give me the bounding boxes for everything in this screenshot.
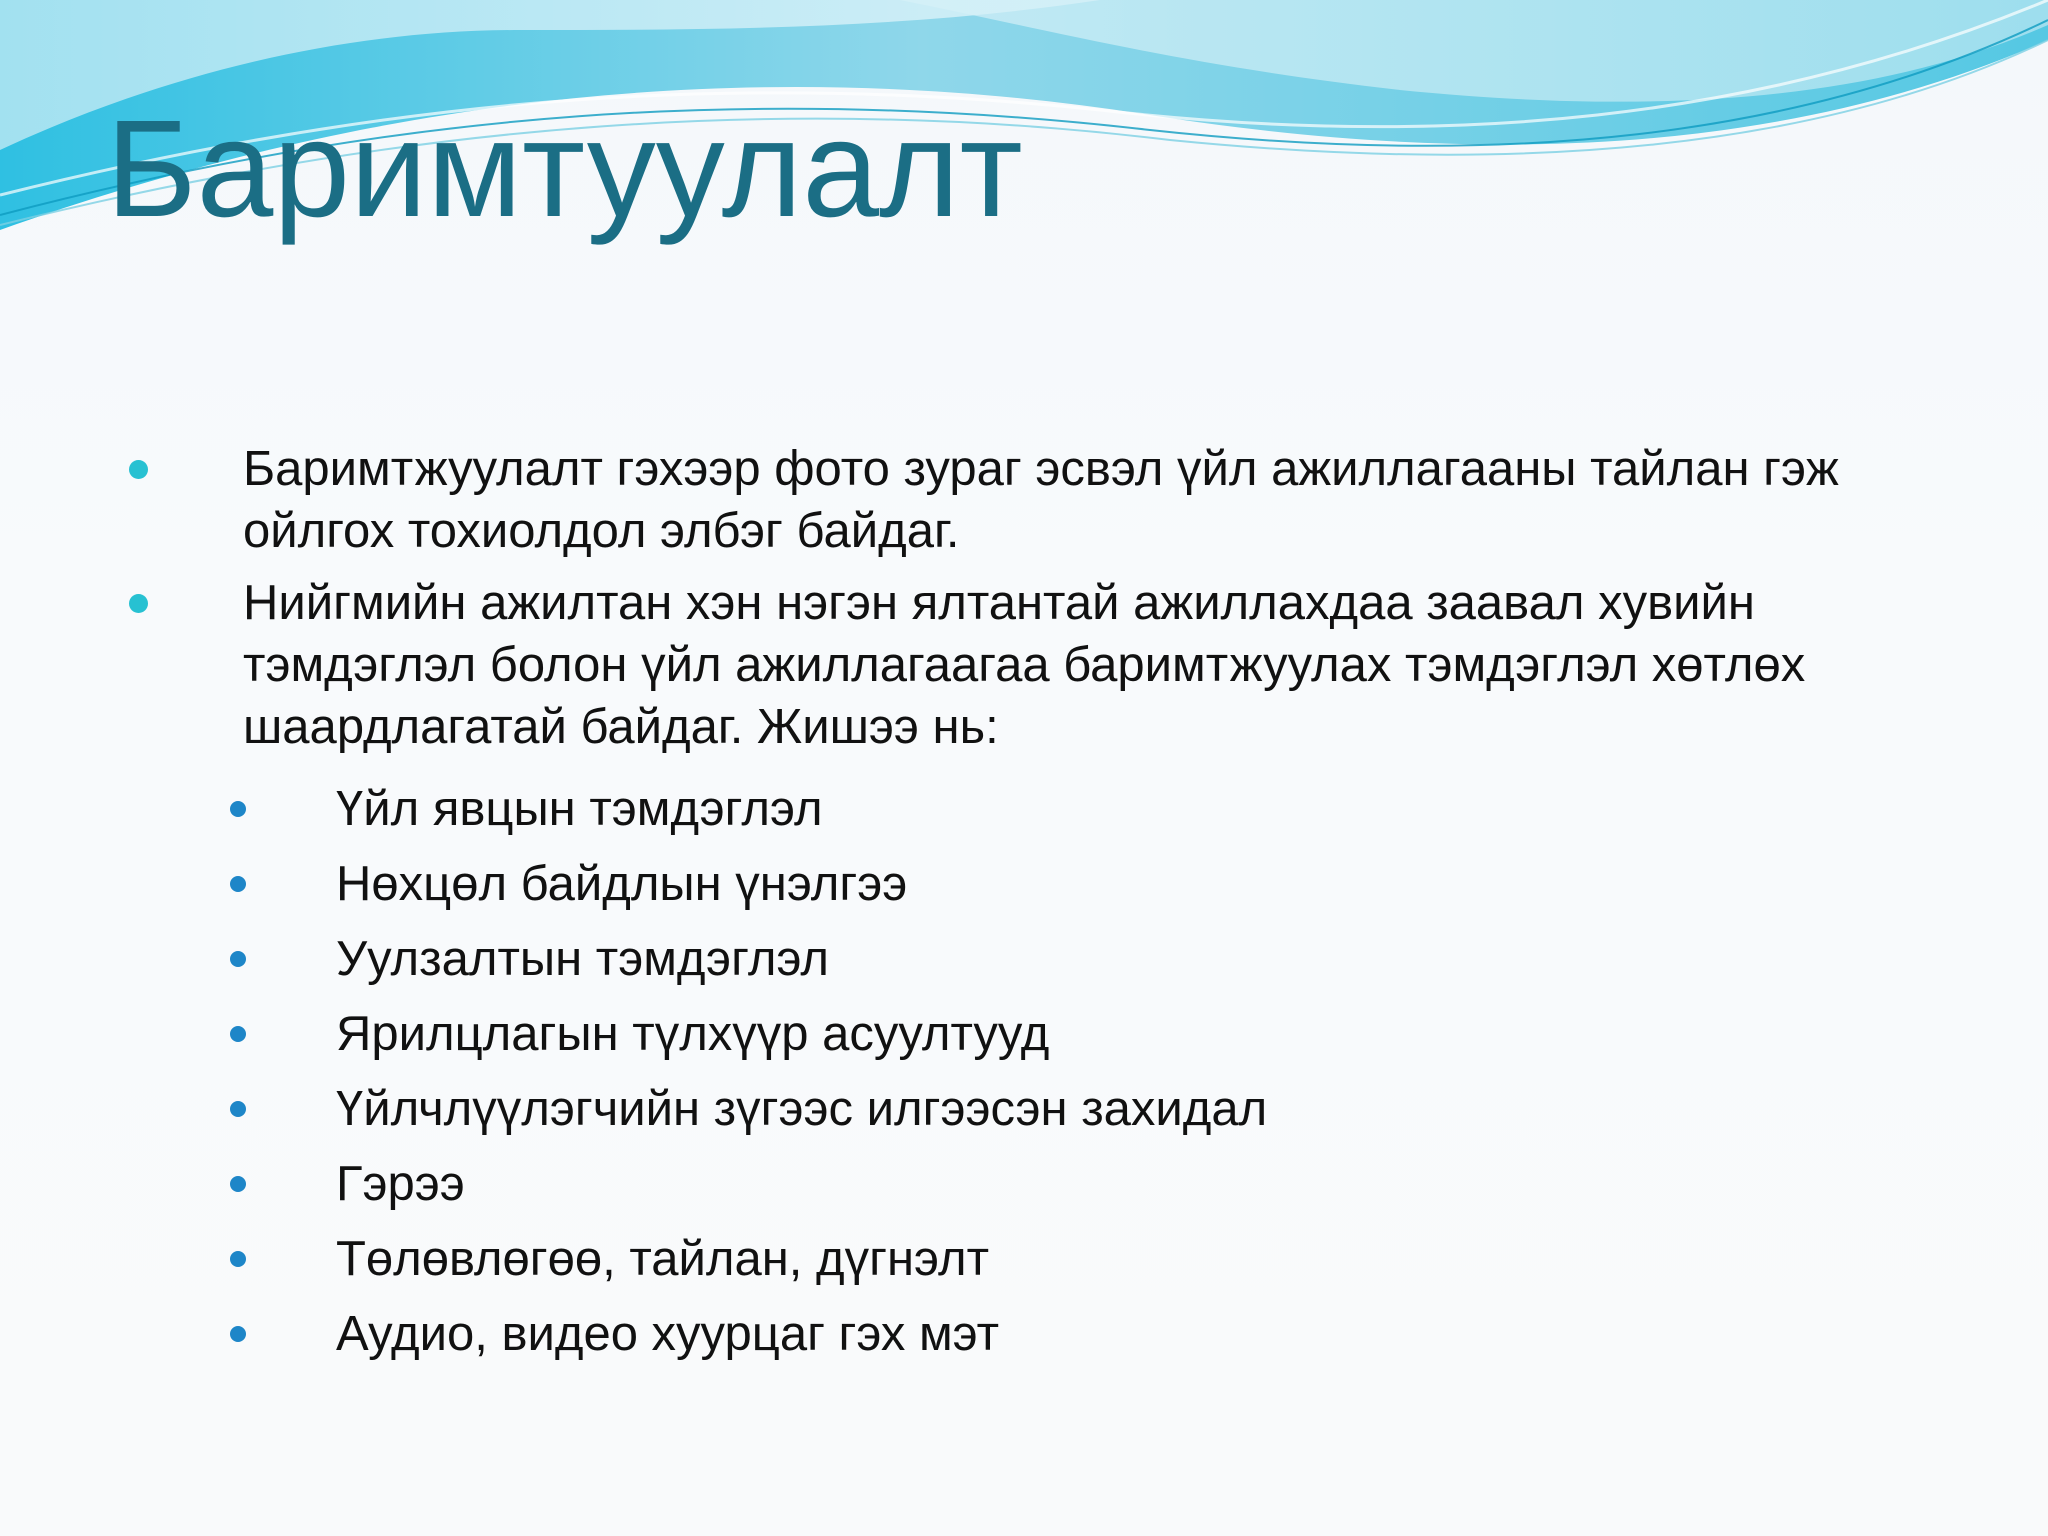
bullet-item [0, 438, 1863, 562]
bullet-dot-icon [230, 801, 246, 817]
sub-bullet-item [0, 997, 2048, 1072]
sub-bullet-item [0, 1297, 2048, 1372]
sub-bullet-item [0, 847, 2048, 922]
sub-bullet-text: Төлөвлөгөө, тайлан, дүгнэлт [336, 1232, 990, 1286]
sub-bullet-text: Уулзалтын тэмдэглэл [336, 932, 829, 986]
bullet-dot-icon [129, 594, 148, 613]
sub-bullet-text: Үйл явцын тэмдэглэл [336, 782, 823, 836]
bullet-dot-icon [230, 876, 246, 892]
bullet-dot-icon [230, 1176, 246, 1192]
sub-bullet-list [0, 772, 2048, 1372]
sub-bullet-text: Үйлчлүүлэгчийн зүгээс илгээсэн захидал [336, 1082, 1268, 1136]
sub-bullet-item [0, 1147, 2048, 1222]
sub-bullet-text: Ярилцлагын түлхүүр асуултууд [336, 1007, 1050, 1061]
bullet-dot-icon [129, 460, 148, 479]
bullet-text: Нийгмийн ажилтан хэн нэгэн ялтантай ажиллахдаа заавал хувийн тэмдэглэл болон үйл ажиллагаагаа баримтжуулах тэмдэглэл хөтлөх шаардлагатай байдаг. Жишээ нь: [243, 576, 1806, 754]
bullet-text: Баримтжуулалт гэхээр фото зураг эсвэл үйл ажиллагааны тайлан гэж ойлгох тохиолдол элбэг байдаг. [243, 442, 1839, 558]
bullet-dot-icon [230, 1026, 246, 1042]
sub-bullet-item [0, 922, 2048, 997]
bullet-dot-icon [230, 951, 246, 967]
bullet-dot-icon [230, 1326, 246, 1342]
sub-bullet-text: Аудио, видео хуурцаг гэх мэт [336, 1307, 1000, 1361]
bullet-item [0, 572, 1863, 758]
sub-bullet-item [0, 1072, 2048, 1147]
sub-bullet-item [0, 772, 2048, 847]
slide-body [0, 438, 2048, 1372]
bullet-dot-icon [230, 1101, 246, 1117]
sub-bullet-text: Гэрээ [336, 1157, 465, 1211]
slide-title: Баримтуулалт [106, 92, 1023, 246]
bullet-dot-icon [230, 1251, 246, 1267]
sub-bullet-text: Нөхцөл байдлын үнэлгээ [336, 857, 908, 911]
sub-bullet-item [0, 1222, 2048, 1297]
